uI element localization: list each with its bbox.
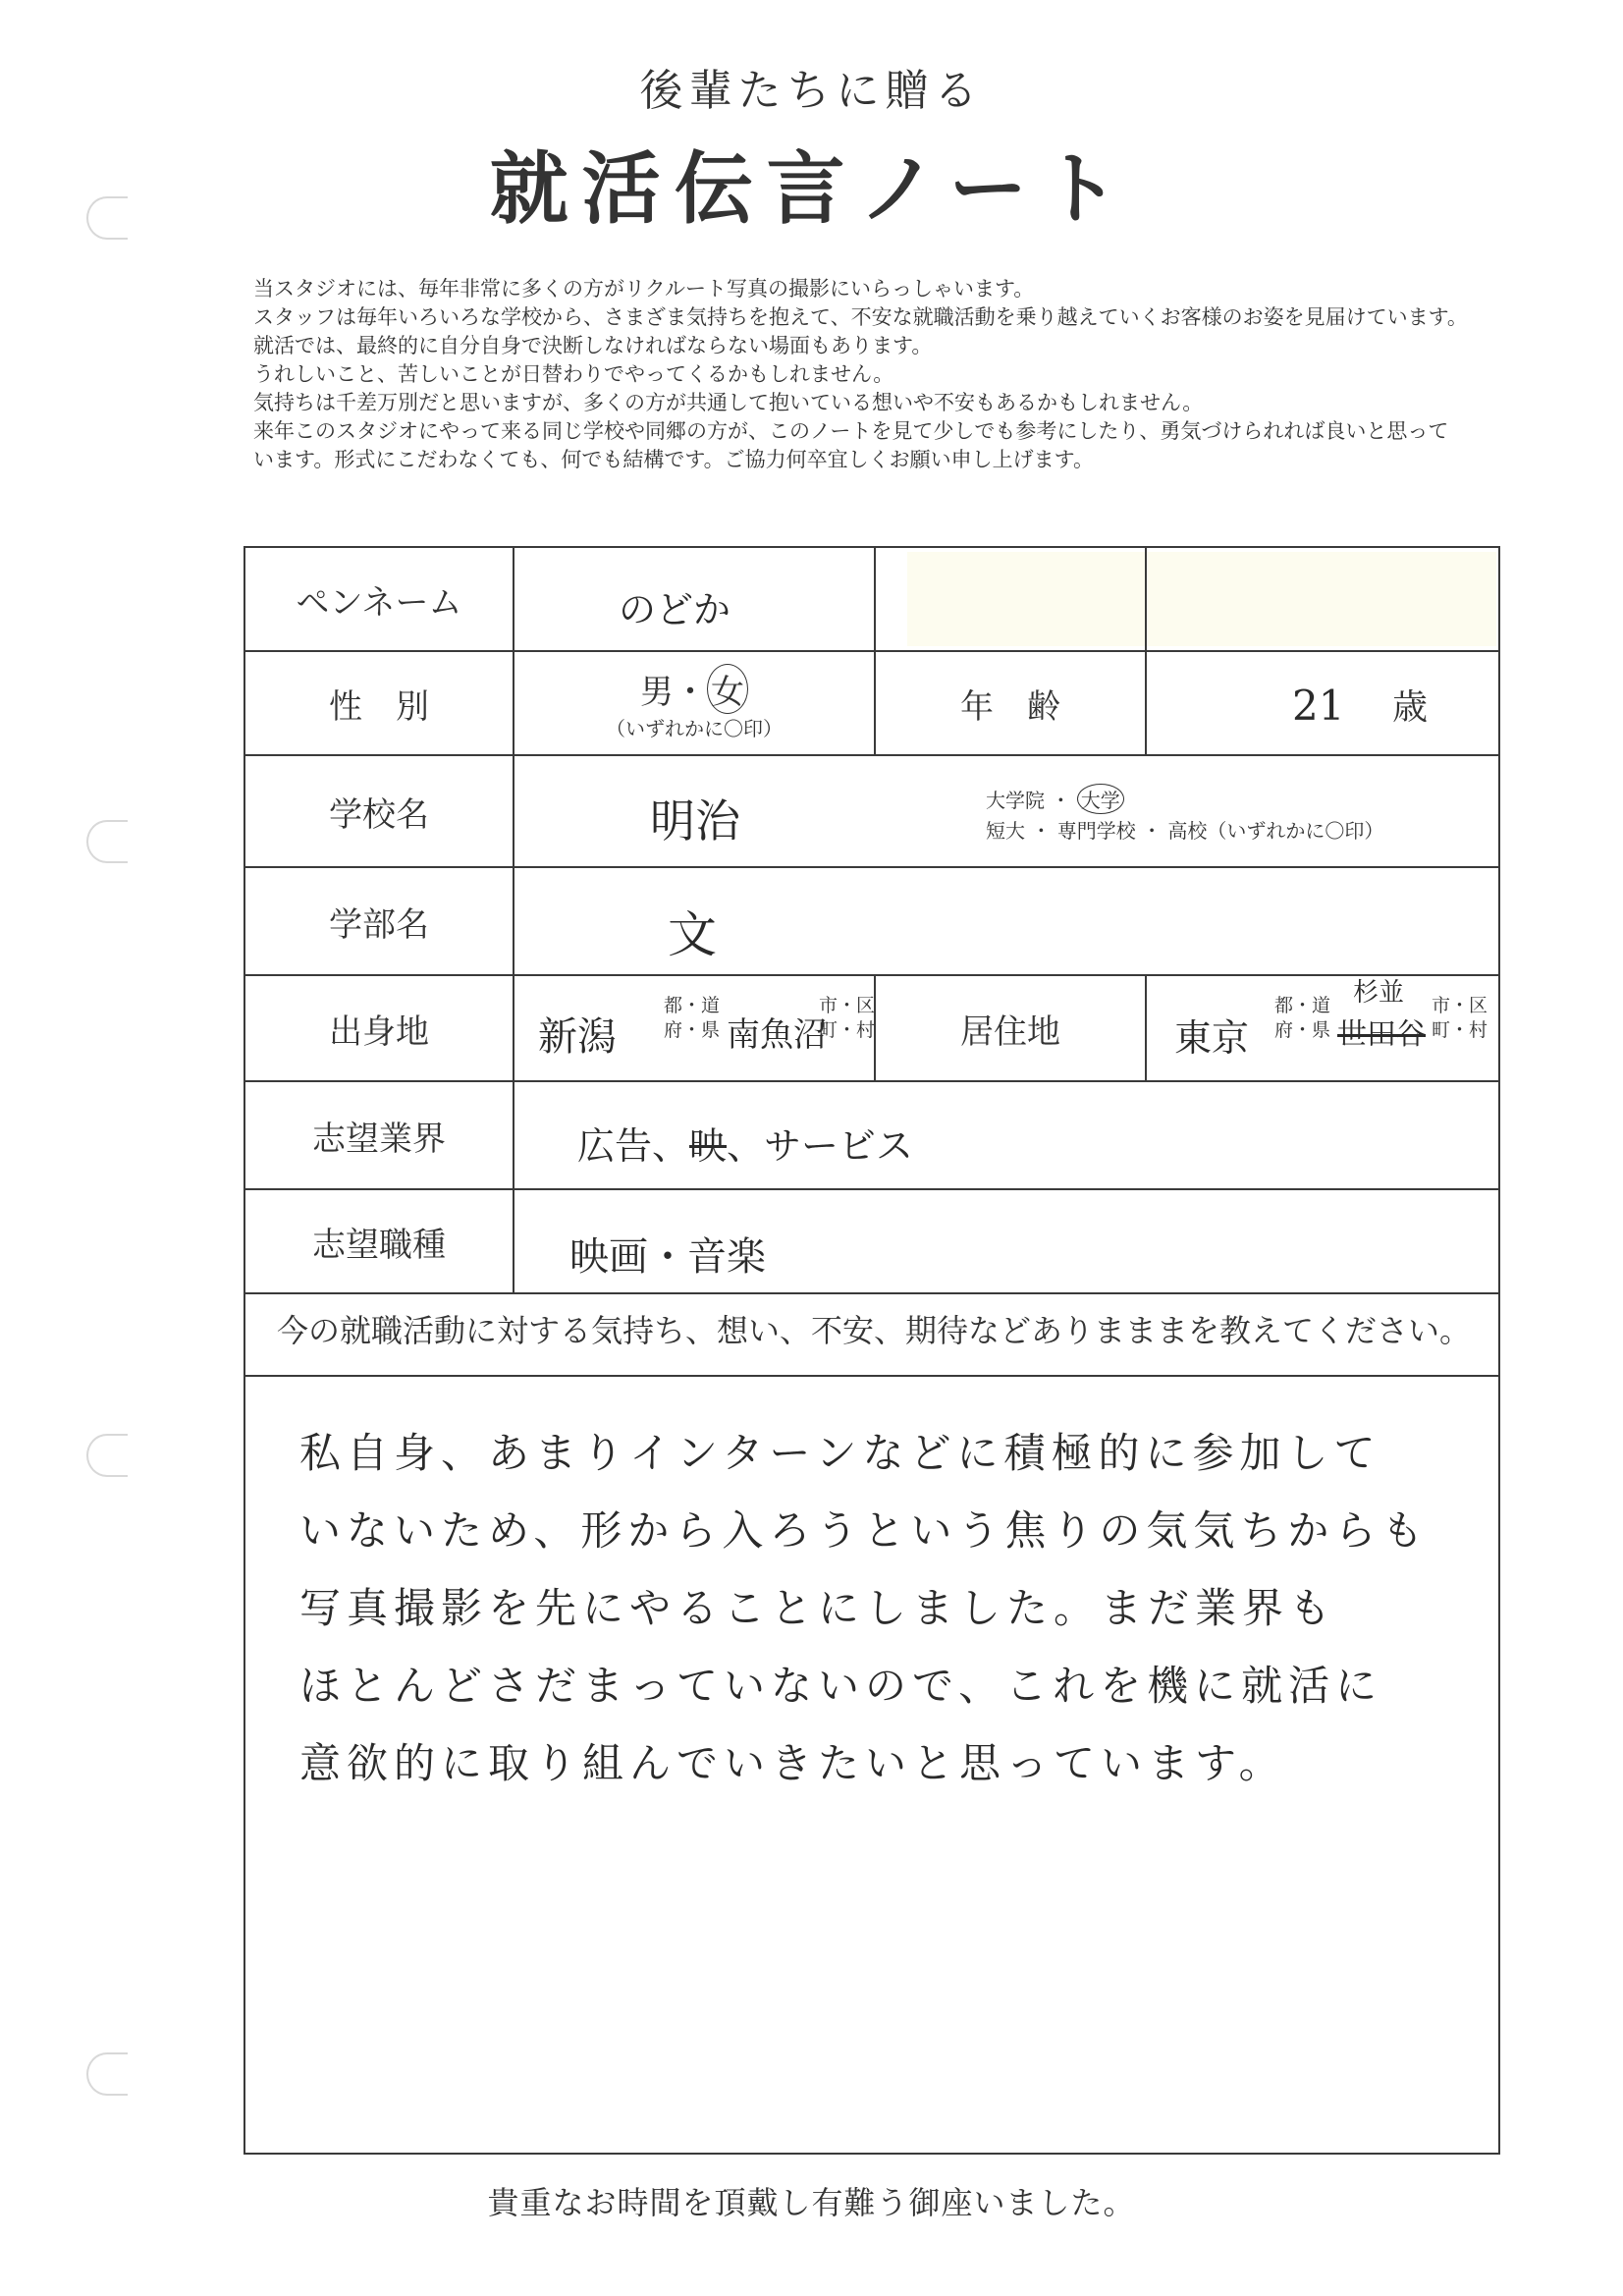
hometown-label: 出身地 xyxy=(329,1011,429,1052)
school-grad-option[interactable]: 大学院 xyxy=(986,789,1045,812)
school-types-line2: 短大 ・ 専門学校 ・ 高校（いずれかに〇印） xyxy=(986,819,1384,843)
gender-male[interactable]: 男 xyxy=(640,673,674,712)
faculty-value: 文 xyxy=(668,906,717,963)
residence-pref-unit: 都・道 府・県 xyxy=(1274,995,1331,1041)
intro-line: 来年このスタジオにやって来る同じ学校や同郷の方が、このノートを見て少しでも参考にしたり、勇気づけられれば良いと思って xyxy=(253,419,1449,443)
hometown-pref: 新潟 xyxy=(538,1014,617,1060)
header-title: 就活伝言ノート xyxy=(489,143,1134,235)
essay-prompt: 今の就職活動に対する気持ち、想い、不安、期待などありまままを教えてください。 xyxy=(276,1312,1471,1349)
intro-text xyxy=(253,275,1589,474)
intro-line: います。形式にこだわなくても、何でも結構です。ご協力何卒宜しくお願い申し上げます。 xyxy=(253,448,1094,471)
residence-pref: 東京 xyxy=(1174,1016,1250,1060)
residence-city-crossed: 世田谷 xyxy=(1337,1017,1426,1052)
essay-line: ほとんどさだまっていないので、これを機に就活に xyxy=(299,1662,1383,1710)
faculty-label: 学部名 xyxy=(329,904,429,945)
school-value: 明治 xyxy=(650,794,740,847)
job-label: 志望職種 xyxy=(312,1225,446,1265)
pen-name-value: のどか xyxy=(619,588,731,631)
gender-separator: ・ xyxy=(674,673,707,712)
punch-hole xyxy=(86,1434,128,1477)
school-label: 学校名 xyxy=(329,794,429,835)
table-border xyxy=(243,2153,1500,2155)
essay-line: 写真撮影を先にやることにしました。まだ業界も xyxy=(299,1584,1337,1632)
col-divider xyxy=(1145,974,1147,1082)
row-divider xyxy=(243,1292,1500,1294)
pen-name-label: ペンネーム xyxy=(296,582,462,623)
essay-text xyxy=(299,1414,1507,1802)
punch-hole xyxy=(86,2052,128,2096)
essay-line: いないため、形から入ろうという焦りの気気ちからも xyxy=(299,1506,1430,1555)
intro-line: うれしいこと、苦しいことが日替わりでやってくるかもしれません。 xyxy=(253,362,894,386)
school-separator: ・ xyxy=(1051,789,1071,812)
col-divider xyxy=(1145,546,1147,754)
gender-female[interactable]: 女 xyxy=(707,664,748,714)
school-types-line1 xyxy=(986,784,1124,814)
hometown-pref-unit: 都・道 府・県 xyxy=(664,995,721,1041)
industry-part: 、サービス xyxy=(727,1124,914,1168)
punch-hole xyxy=(86,820,128,863)
essay-line: 意欲的に取り組んでいきたいと思っています。 xyxy=(299,1739,1286,1787)
industry-crossed: 映 xyxy=(689,1124,728,1168)
hometown-city: 南魚沼 xyxy=(727,1015,827,1055)
intro-line: 気持ちは千差万別だと思いますが、多くの方が共通して抱いている想いや不安もあるかもしれません。 xyxy=(253,391,1204,414)
gender-label: 性 別 xyxy=(329,686,429,727)
intro-line: 就活では、最終的に自分自身で決断しなければならない場面もあります。 xyxy=(253,334,933,357)
job-value: 映画・音楽 xyxy=(569,1234,766,1280)
col-divider xyxy=(513,546,514,1294)
age-unit: 歳 xyxy=(1392,687,1429,728)
intro-line: 当スタジオには、毎年非常に多くの方がリクルート写真の撮影にいらっしゃいます。 xyxy=(253,277,1035,301)
residence-label: 居住地 xyxy=(960,1011,1060,1052)
redacted-area xyxy=(907,552,1496,646)
gender-options xyxy=(514,664,874,714)
age-label: 年 齢 xyxy=(960,686,1060,727)
intro-line: スタッフは毎年いろいろな学校から、さまざま気持ちを抱えて、不安な就職活動を乗り越えていくお客様のお姿を見届けています。 xyxy=(253,305,1468,329)
residence-city-new: 杉並 xyxy=(1353,978,1405,1008)
school-univ-option[interactable]: 大学 xyxy=(1077,784,1124,814)
residence-city-unit: 市・区 町・村 xyxy=(1432,995,1488,1041)
header-subtitle: 後輩たちに贈る xyxy=(639,66,984,116)
essay-line: 私自身、あまりインターンなどに積極的に参加して xyxy=(299,1429,1381,1477)
hometown-city-unit: 市・区 町・村 xyxy=(819,995,876,1041)
industry-label: 志望業界 xyxy=(312,1119,446,1159)
gender-note: （いずれかに〇印） xyxy=(606,717,783,740)
industry-value xyxy=(577,1116,913,1170)
age-value: 21 xyxy=(1292,682,1345,730)
footer-thanks: 貴重なお時間を頂戴し有難う御座いました。 xyxy=(487,2184,1136,2221)
industry-part: 広告、 xyxy=(577,1124,690,1168)
row-divider xyxy=(243,1375,1500,1377)
